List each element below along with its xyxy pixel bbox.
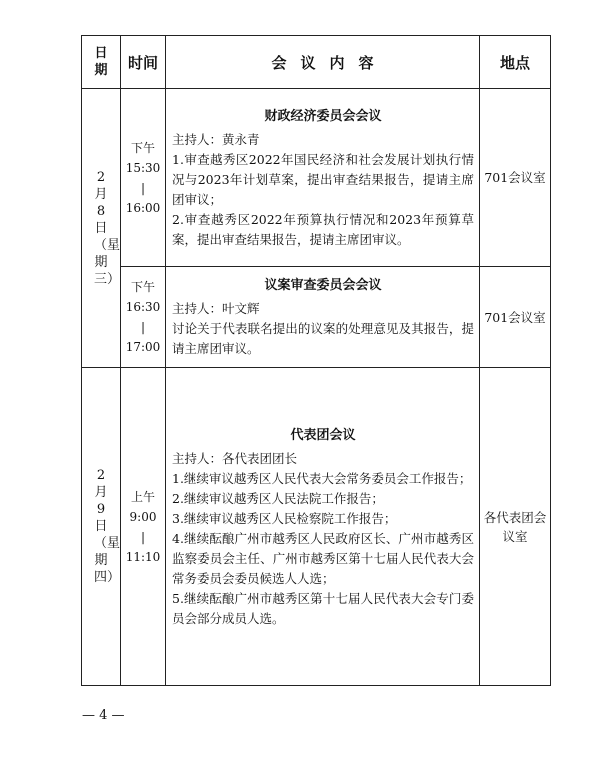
meeting-host: 主持人：黄永青 bbox=[172, 131, 260, 147]
time-start: 15:30 bbox=[125, 160, 161, 175]
place-cell bbox=[480, 267, 551, 368]
time-cell bbox=[121, 267, 166, 368]
time-separator: | bbox=[140, 180, 146, 195]
date-cell bbox=[82, 89, 121, 368]
meeting-title: 代表团会议 bbox=[290, 427, 356, 443]
agenda-item: 讨论关于代表联名提出的议案的处理意见及其报告，提请主席团审议。 bbox=[172, 321, 474, 356]
schedule-table bbox=[81, 35, 551, 686]
header-date: 日期 bbox=[82, 36, 121, 89]
agenda-item: 3.继续审议越秀区人民检察院工作报告； bbox=[172, 510, 397, 526]
content-cell bbox=[166, 267, 480, 368]
time-start: 9:00 bbox=[129, 509, 157, 524]
time-separator: | bbox=[140, 320, 146, 334]
agenda-item: 1.审查越秀区2022年国民经济和社会发展计划执行情况与2023年计划草案，提出审查结果报告，提请主席团审议； bbox=[172, 151, 474, 207]
time-end: 11:10 bbox=[125, 549, 161, 564]
content-cell bbox=[166, 368, 480, 686]
header-time: 时间 bbox=[121, 36, 166, 89]
header-content: 会议内容 bbox=[166, 36, 480, 89]
meeting-host: 主持人：各代表团团长 bbox=[172, 450, 298, 466]
meeting-title: 财政经济委员会会议 bbox=[264, 108, 382, 124]
agenda-item: 5.继续酝酿广州市越秀区第十七届人民代表大会专门委员会部分成员人选。 bbox=[172, 590, 474, 626]
header-row bbox=[82, 36, 551, 89]
date-cell bbox=[82, 368, 121, 686]
time-period: 下午 bbox=[130, 140, 155, 155]
time-cell bbox=[121, 368, 166, 686]
meeting-host: 主持人：叶文辉 bbox=[172, 301, 260, 316]
place-cell bbox=[480, 89, 551, 267]
time-end: 16:00 bbox=[125, 200, 161, 215]
table-row bbox=[82, 368, 551, 686]
date-label: 2月8日（星期三） bbox=[94, 169, 121, 287]
agenda-item: 2.审查越秀区2022年预算执行情况和2023年预算草案，提出审查结果报告，提请主席团审议。 bbox=[172, 211, 474, 247]
page-number: — 4 — bbox=[82, 708, 125, 723]
time-period: 下午 bbox=[130, 280, 155, 294]
time-cell bbox=[121, 89, 166, 267]
agenda-item: 4.继续酝酿广州市越秀区人民政府区长、广州市越秀区监察委员会主任、广州市越秀区第十七届人民代表大会常务委员会委员候选人人选； bbox=[172, 530, 474, 586]
time-start: 16:30 bbox=[125, 300, 161, 314]
table-row bbox=[82, 89, 551, 267]
place-label: 各代表团会议室 bbox=[483, 509, 547, 544]
time-period: 上午 bbox=[130, 489, 155, 504]
time-end: 17:00 bbox=[125, 340, 161, 354]
place-label: 701会议室 bbox=[484, 309, 546, 325]
date-label: 2月9日（星期四） bbox=[94, 468, 121, 585]
header-place: 地点 bbox=[480, 36, 551, 89]
meeting-title: 议案审查委员会会议 bbox=[264, 278, 382, 293]
place-label: 701会议室 bbox=[484, 170, 546, 185]
agenda-item: 2.继续审议越秀区人民法院工作报告； bbox=[172, 490, 384, 506]
content-cell bbox=[166, 89, 480, 267]
place-cell bbox=[480, 368, 551, 686]
time-separator: | bbox=[140, 529, 146, 544]
agenda-item: 1.继续审议越秀区人民代表大会常务委员会工作报告； bbox=[172, 470, 472, 486]
table-row bbox=[82, 267, 551, 368]
